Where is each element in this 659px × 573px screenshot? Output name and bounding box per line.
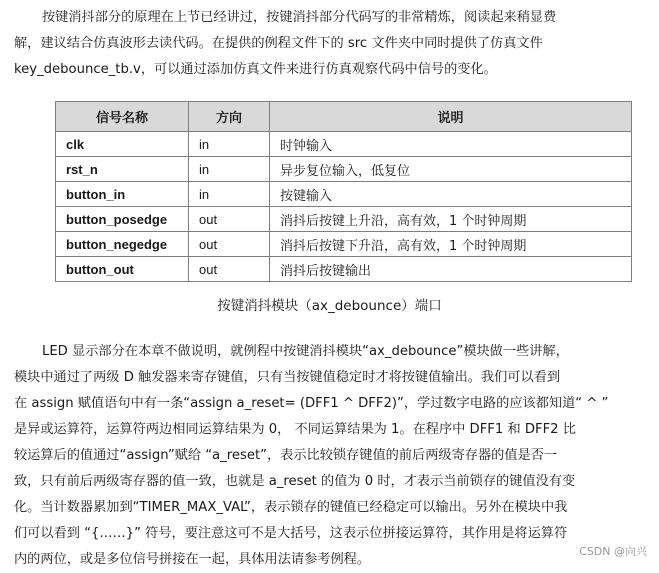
signal-table [55,101,632,282]
table-row [56,182,632,207]
signal-description: 消抖后按键下升沿，高有效，1 个时钟周期 [270,232,632,257]
table-row [56,207,632,232]
text-line: 是异或运算符，运算符两边相同运算结果为 0， 不同运算结果为 1。在程序中 DFF1 和 DFF2 比 [14,422,576,437]
signal-direction: out [189,207,270,232]
table-caption: 按键消抖模块（ax_debounce）端口 [217,298,442,314]
signal-direction: in [189,132,270,157]
header-description: 说明 [270,102,632,132]
signal-direction: out [189,257,270,282]
text-line: 在 assign 赋值语句中有一条“assign a_reset= (DFF1 ^ DFF2)”，学过数字电路的应该都知道“ ^ ” [14,396,609,411]
text-line: 内的两位，或是多位信号拼接在一起，具体用法请参考例程。 [14,552,371,567]
signal-name: button_out [56,257,189,282]
table-header-row [56,102,632,132]
signal-direction: in [189,157,270,182]
explanation-paragraph [14,339,640,573]
text-line: key_debounce_tb.v，可以通过添加仿真文件来进行仿真观察代码中信号的变化。 [14,62,497,77]
table-row [56,132,632,157]
table-row [56,257,632,282]
signal-description: 消抖后按键输出 [270,257,632,282]
signal-direction: out [189,232,270,257]
signal-description: 异步复位输入，低复位 [270,157,632,182]
text-line: 们可以看到 “{……}” 符号，要注意这可不是大括号，这表示位拼接运算符，其作用是将运算符 [14,526,568,541]
signal-name: button_negedge [56,232,189,257]
text-line: 模块中通过了两级 D 触发器来寄存键值，只有当按键值稳定时才将按键值输出。我们可以看到 [14,370,561,385]
signal-name: button_in [56,182,189,207]
text-line: 解，建议结合仿真波形去读代码。在提供的例程文件下的 src 文件夹中同时提供了仿真文件 [14,36,543,51]
header-signal-name: 信号名称 [56,102,189,132]
text-line: 致，只有前后两级寄存器的值一致，也就是 a_reset 的值为 0 时，才表示当前锁存的键值没有变 [14,474,576,489]
header-direction: 方向 [189,102,270,132]
text-line: 化。当计数器累加到“TIMER_MAX_VAL”，表示锁存的键值已经稳定可以输出。另外在模块中我 [14,500,568,515]
signal-name: clk [56,132,189,157]
table-row [56,232,632,257]
intro-paragraph [14,5,640,83]
signal-name: rst_n [56,157,189,182]
text-line: 按键消抖部分的原理在上节已经讲过，按键消抖部分代码写的非常精炼，阅读起来稍显费 [42,10,557,25]
signal-description: 按键输入 [270,182,632,207]
signal-description: 消抖后按键上升沿，高有效，1 个时钟周期 [270,207,632,232]
csdn-watermark: CSDN @向兴 [579,545,647,558]
table-row [56,157,632,182]
text-line: LED 显示部分在本章不做说明，就例程中按键消抖模块“ax_debounce”模块做一些讲解， [42,344,569,359]
signal-description: 时钟输入 [270,132,632,157]
signal-name: button_posedge [56,207,189,232]
text-line: 较运算后的值通过“assign”赋给 “a_reset”，表示比较锁存键值的前后两级寄存器的值是否一 [14,448,558,463]
signal-direction: in [189,182,270,207]
